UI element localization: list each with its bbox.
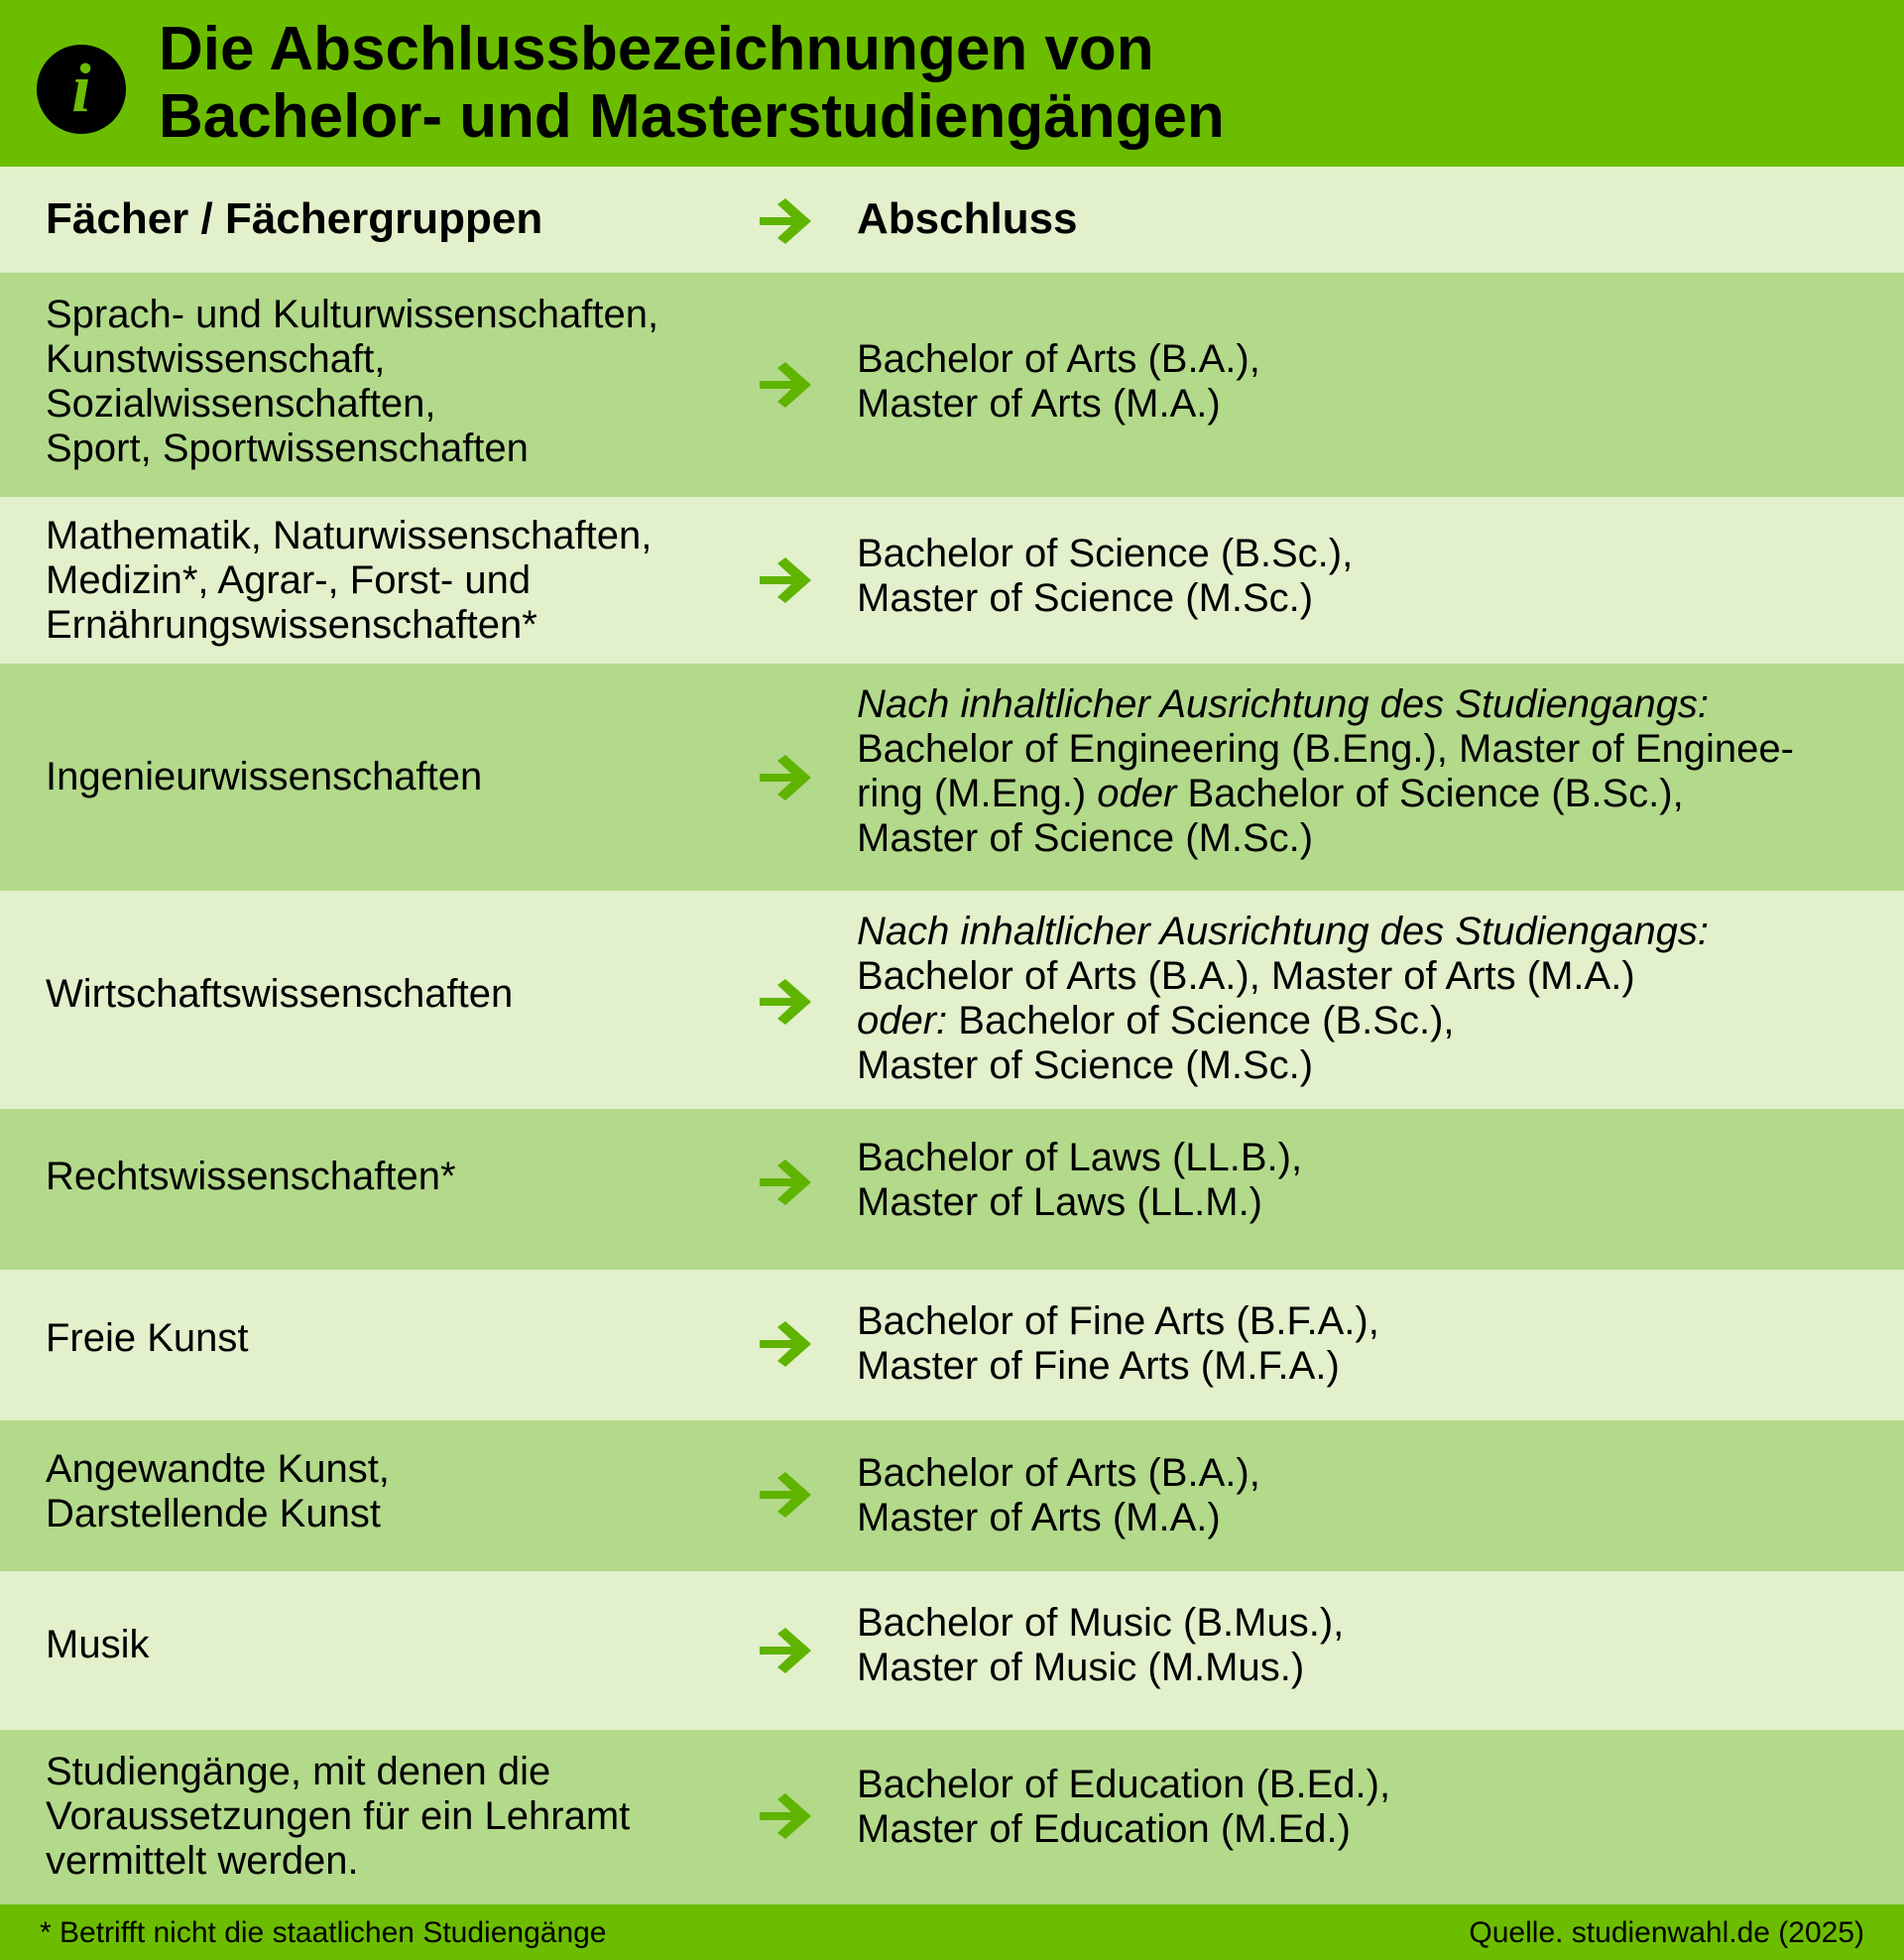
row-subjects <box>46 972 740 1017</box>
degree-line: Bachelor of Arts (B.A.), <box>857 1451 1260 1495</box>
row-subjects <box>46 1750 740 1884</box>
degree-text: Bachelor of Science (B.Sc.), <box>947 999 1455 1042</box>
degree-line: Bachelor of Science (B.Sc.), <box>857 532 1354 575</box>
table-row <box>0 891 1904 1109</box>
row-degree <box>857 1136 1888 1225</box>
degree-line: Master of Laws (LL.M.) <box>857 1180 1263 1224</box>
table-row <box>0 1571 1904 1730</box>
row-subjects <box>46 514 740 648</box>
table-row <box>0 1730 1904 1904</box>
arrow-right-icon <box>754 755 815 800</box>
degree-line: Master of Science (M.Sc.) <box>857 1043 1314 1087</box>
info-icon: i <box>37 45 126 134</box>
subject-line: Angewandte Kunst, <box>46 1447 390 1491</box>
degree-line <box>857 772 1888 816</box>
degree-line: Bachelor of Fine Arts (B.F.A.), <box>857 1299 1379 1343</box>
degree-line: Bachelor of Arts (B.A.), Master of Arts (M.A.) <box>857 954 1635 998</box>
degree-line: Master of Science (M.Sc.) <box>857 576 1314 620</box>
arrow-right-icon <box>754 557 815 603</box>
degree-intro: Nach inhaltlicher Ausrichtung des Studiengangs: <box>857 910 1710 953</box>
subject-line: Sport, Sportwissenschaften <box>46 427 529 470</box>
degree-line: Master of Music (M.Mus.) <box>857 1646 1305 1689</box>
subject-line: Freie Kunst <box>46 1316 249 1360</box>
subject-line: Ernährungswissenschaften* <box>46 603 537 647</box>
degree-or: oder: <box>857 999 948 1042</box>
footer-bar <box>0 1904 1904 1960</box>
subject-line: Sprach- und Kulturwissenschaften, <box>46 293 659 336</box>
subject-line: Studiengänge, mit denen die <box>46 1750 551 1793</box>
arrow-right-icon <box>754 362 815 408</box>
arrow-right-icon <box>754 1793 815 1839</box>
subject-line: vermittelt werden. <box>46 1839 359 1883</box>
header-banner <box>0 0 1904 167</box>
degree-line: Bachelor of Education (B.Ed.), <box>857 1763 1391 1806</box>
subject-line: Darstellende Kunst <box>46 1492 381 1535</box>
degree-line: Bachelor of Arts (B.A.), <box>857 337 1260 381</box>
subject-line: Mathematik, Naturwissenschaften, <box>46 514 653 557</box>
header-degree: Abschluss <box>857 194 1078 243</box>
row-degree <box>857 1601 1888 1690</box>
row-degree <box>857 1451 1888 1540</box>
subject-line: Medizin*, Agrar-, Forst- und <box>46 558 532 602</box>
subject-line: Rechtswissenschaften* <box>46 1155 456 1198</box>
row-subjects <box>46 293 740 471</box>
table-row <box>0 1109 1904 1270</box>
row-subjects <box>46 1316 740 1361</box>
arrow-right-icon <box>754 198 815 244</box>
title-line-1: Die Abschlussbezeichnungen von <box>159 15 1154 83</box>
row-degree <box>857 532 1888 621</box>
subject-line: Voraussetzungen für ein Lehramt <box>46 1794 631 1838</box>
table-row <box>0 664 1904 891</box>
header-subjects: Fächer / Fächergruppen <box>46 194 543 243</box>
row-degree <box>857 910 1888 1088</box>
row-degree <box>857 1763 1888 1852</box>
row-subjects <box>46 1623 740 1667</box>
subject-line: Ingenieurwissenschaften <box>46 755 483 798</box>
degree-or: oder <box>1097 772 1177 815</box>
subject-line: Kunstwissenschaft, <box>46 337 386 381</box>
degree-text: Bachelor of Science (B.Sc.), <box>1176 772 1684 815</box>
arrow-right-icon <box>754 1628 815 1673</box>
title-line-2: Bachelor- und Masterstudiengängen <box>159 82 1225 151</box>
table-row <box>0 273 1904 497</box>
degree-line: Master of Science (M.Sc.) <box>857 816 1314 860</box>
row-subjects <box>46 755 740 799</box>
arrow-right-icon <box>754 1160 815 1205</box>
row-subjects <box>46 1447 740 1536</box>
degree-line: Master of Arts (M.A.) <box>857 382 1221 426</box>
degree-text: ring (M.Eng.) <box>857 772 1098 815</box>
subject-line: Musik <box>46 1623 150 1666</box>
subject-line: Sozialwissenschaften, <box>46 382 436 426</box>
degree-line: Bachelor of Music (B.Mus.), <box>857 1601 1345 1645</box>
degree-line: Bachelor of Laws (LL.B.), <box>857 1136 1303 1179</box>
degree-intro: Nach inhaltlicher Ausrichtung des Studiengangs: <box>857 682 1710 726</box>
arrow-right-icon <box>754 979 815 1025</box>
row-subjects <box>46 1155 740 1199</box>
table-header-row <box>0 167 1904 273</box>
degree-line: Master of Fine Arts (M.F.A.) <box>857 1344 1340 1388</box>
table-row <box>0 1420 1904 1571</box>
source-credit: Quelle. studienwahl.de (2025) <box>1469 1916 1864 1949</box>
table-row <box>0 1270 1904 1420</box>
table-row <box>0 497 1904 664</box>
arrow-right-icon <box>754 1321 815 1367</box>
subject-line: Wirtschaftswissenschaften <box>46 972 514 1016</box>
degree-line <box>857 999 1888 1043</box>
arrow-right-icon <box>754 1472 815 1518</box>
footnote: * Betrifft nicht die staatlichen Studiengänge <box>40 1916 607 1949</box>
degree-line: Master of Education (M.Ed.) <box>857 1807 1351 1851</box>
degree-line: Bachelor of Engineering (B.Eng.), Master of Enginee- <box>857 727 1794 771</box>
degree-line: Master of Arts (M.A.) <box>857 1496 1221 1539</box>
row-degree <box>857 682 1888 861</box>
page-title <box>159 16 1884 151</box>
row-degree <box>857 337 1888 427</box>
row-degree <box>857 1299 1888 1389</box>
